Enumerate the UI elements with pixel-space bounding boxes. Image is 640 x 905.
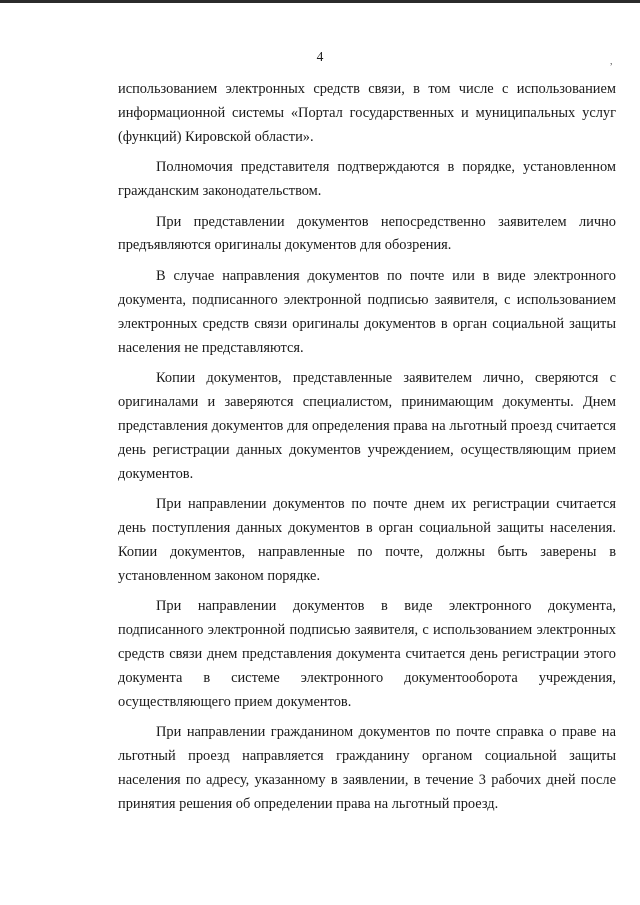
page-number: 4 [316, 49, 324, 64]
paragraph-mail-or-electronic: В случае направления документов по почте или в виде электронного документа, подписанного электронной подписью заявителя, с использованием электронных средств связи оригиналы документов в орган социальной защиты населения не представляются. [118, 267, 616, 356]
paragraph-mail-registration: При направлении документов по почте днем их регистрации считается день поступления данных документов в орган социальной защиты населения. Копии документов, направленные по почте, должны быть заверены в установленном законом порядке. [118, 496, 616, 584]
paragraph-personal-submission: При представлении документов непосредственно заявителем лично предъявляются оригиналы документов для обозрения. [118, 213, 616, 254]
margin-mark: , [610, 56, 613, 67]
paragraph-electronic-registration: При направлении документов в виде электронного документа, подписанного электронной подписью заявителя, с использованием электронных средств связи днем представления документа считается день регистрации этого документа в системе электронного документооборота учреждения, осуществляющего прием документов. [118, 598, 616, 710]
paragraph-certificate-delivery: При направлении гражданином документов по почте справка о праве на льготный проезд направляется гражданину органом социальной защиты населения по адресу, указанному в заявлении, в течение 3 рабочих дней после принятия решения об определении права на льготный проезд. [118, 724, 616, 812]
paragraph-representative-powers: Полномочия представителя подтверждаются в порядке, установленном гражданским законодательством. [118, 159, 616, 200]
top-border-line [0, 0, 640, 3]
document-body [118, 78, 616, 823]
paragraph-copies-verification: Копии документов, представленные заявителем лично, сверяются с оригиналами и заверяются специалистом, принимающим документы. Днем представления документов для определения права на льготный проезд считается день регистрации данных документов учреждением, осуществляющим прием документов. [118, 369, 616, 482]
paragraph-continuation: использованием электронных средств связи, в том числе с использованием информационной системы «Портал государственных и муниципальных услуг (функций) Кировской области». [118, 81, 616, 145]
